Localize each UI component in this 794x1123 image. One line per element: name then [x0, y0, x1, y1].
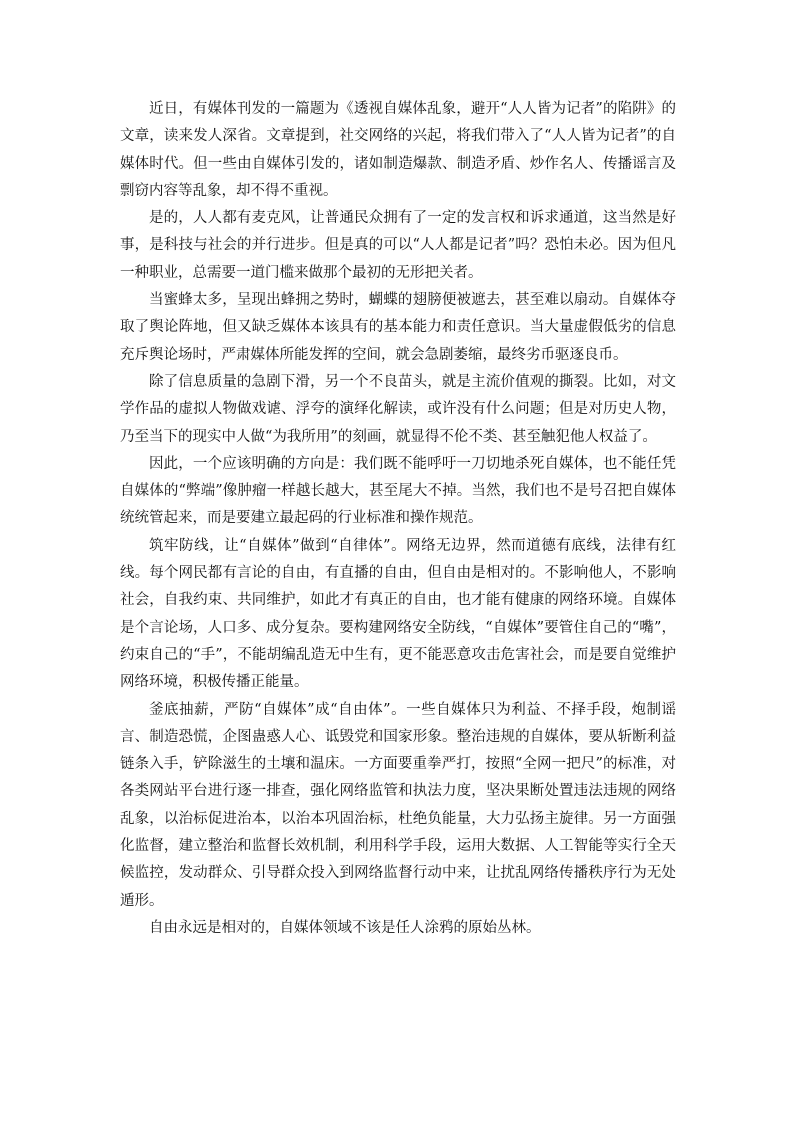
paragraph-6: 筑牢防线，让“自媒体”做到“自律体”。网络无边界，然而道德有底线，法律有红线。每个网民都有言论的自由，有直播的自由，但自由是相对的。不影响他人，不影响社会，自我约束、共同维护，如此才有真正的自由，也才能有健康的网络环境。自媒体是个言论场，人口多、成分复杂。要构建网络安全防线，“自媒体”要管住自己的“嘴”，约束自己的“手”，不能胡编乱造无中生有，更不能恶意攻击危害社会，而是要自觉维护网络环境，积极传播正能量。 — [120, 537, 676, 691]
paragraph-1: 近日，有媒体刊发的一篇题为《透视自媒体乱象，避开“人人皆为记者”的陷阱》的文章，读来发人深省。文章提到，社交网络的兴起，将我们带入了“人人皆为记者”的自媒体时代。但一些由自媒体引发的，诸如制造爆款、制造矛盾、炒作名人、传播谣言及剽窃内容等乱象，却不得不重视。 — [120, 101, 676, 199]
paragraph-3: 当蜜蜂太多，呈现出蜂拥之势时，蝴蝶的翅膀便被遮去，甚至难以扇动。自媒体夺取了舆论阵地，但又缺乏媒体本该具有的基本能力和责任意识。当大量虚假低劣的信息充斥舆论场时，严肃媒体所能发挥的空间，就会急剧萎缩，最终劣币驱逐良币。 — [120, 292, 676, 363]
paragraph-4: 除了信息质量的急剧下滑，另一个不良苗头，就是主流价值观的撕裂。比如，对文学作品的虚拟人物做戏谑、浮夸的演绎化解读，或许没有什么问题；但是对历史人物，乃至当下的现实中人做“为我所用”的刻画，就显得不伦不类、甚至触犯他人权益了。 — [120, 373, 676, 445]
paragraph-2: 是的，人人都有麦克风，让普通民众拥有了一定的发言权和诉求通道，这当然是好事，是科技与社会的并行进步。但是真的可以“人人都是记者”吗？恐怕未必。因为但凡一种职业，总需要一道门槛来做那个最初的无形把关者。 — [120, 210, 676, 281]
paragraph-5: 因此，一个应该明确的方向是：我们既不能呼吁一刀切地杀死自媒体，也不能任凭自媒体的“弊端”像肿瘤一样越长越大，甚至尾大不掉。当然，我们也不是号召把自媒体统统管起来，而是要建立最起码的行业标准和操作规范。 — [120, 455, 676, 527]
paragraph-7: 釜底抽薪，严防“自媒体”成“自由体”。一些自媒体只为利益、不择手段，炮制谣言、制造恐慌，企图蛊惑人心、诋毁党和国家形象。整治违规的自媒体，要从斩断利益链条入手，铲除滋生的土壤和温床。一方面要重拳严打，按照“全网一把尺”的标准，对各类网站平台进行逐一排查，强化网络监管和执法力度，坚决果断处置违法违规的网络乱象，以治标促进治本，以治本巩固治标，杜绝负能量，大力弘扬主旋律。另一方面强化监督，建立整治和监督长效机制，利用科学手段，运用大数据、人工智能等实行全天候监控，发动群众、引导群众投入到网络监督行动中来，让扰乱网络传播秩序行为无处遁形。 — [120, 701, 676, 909]
document-body — [120, 96, 676, 942]
paragraph-8: 自由永远是相对的，自媒体领域不该是任人涂鸦的原始丛林。 — [149, 919, 541, 936]
